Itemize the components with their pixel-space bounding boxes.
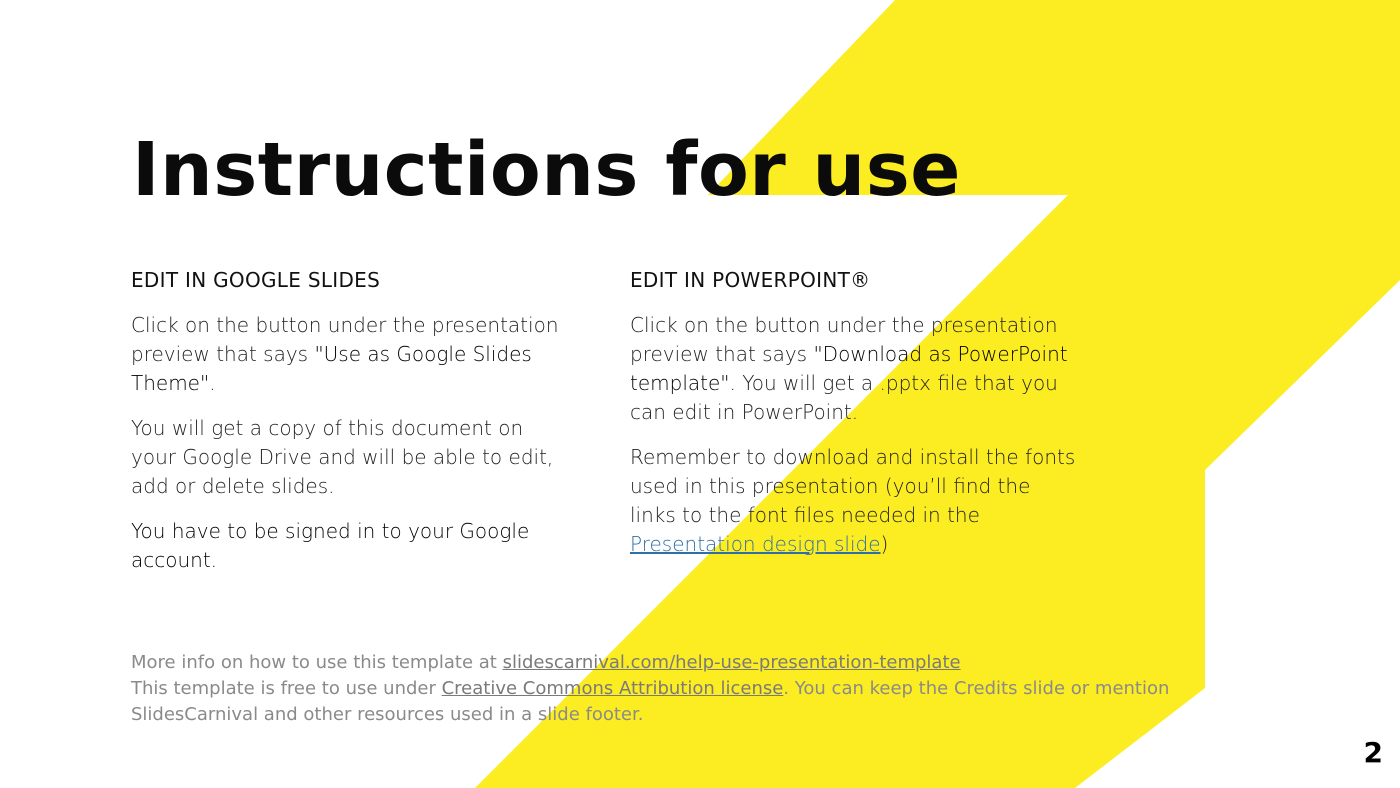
powerpoint-p1-prefix: Click on the button under the presentation preview that says — [630, 313, 1058, 366]
footer-line2-suffix: . You can keep the Credits slide or mention SlidesCarnival and other resources used in a slide footer. — [131, 678, 1170, 725]
google-slides-paragraph-2: You will get a copy of this document on your Google Drive and will be able to edit, add or delete slides. — [131, 416, 554, 498]
powerpoint-p2-prefix: Remember to download and install the fonts used in this presentation (you’ll find the links to the font files needed in the — [630, 445, 1076, 527]
footer-info — [131, 650, 1271, 728]
powerpoint-heading: EDIT IN POWERPOINT® — [630, 268, 871, 292]
google-p1-suffix: . — [209, 371, 216, 395]
powerpoint-p2-suffix: ) — [880, 532, 889, 556]
footer-line1-prefix: More info on how to use this template at — [131, 652, 503, 673]
powerpoint-paragraph-1 — [630, 311, 1080, 427]
page-number: 2 — [1363, 736, 1383, 769]
footer-line-2 — [131, 676, 1271, 728]
license-link[interactable]: Creative Commons Attribution license — [441, 678, 784, 699]
powerpoint-p1-suffix: . You will get a .pptx file that you can edit in PowerPoint. — [630, 371, 1058, 424]
footer-line-1 — [131, 650, 1271, 676]
powerpoint-column — [630, 266, 1080, 575]
google-slides-column — [131, 266, 571, 591]
footer-line2-prefix: This template is free to use under — [131, 678, 442, 699]
powerpoint-paragraph-2 — [630, 443, 1080, 559]
google-slides-paragraph-1 — [131, 311, 571, 398]
help-template-link[interactable]: slidescarnival.com/help-use-presentation-template — [502, 652, 961, 673]
google-slides-paragraph-3: You have to be signed in to your Google account. — [131, 519, 530, 572]
presentation-design-slide-link[interactable]: Presentation design slide — [630, 532, 881, 556]
powerpoint-p1-emphasis: "Download as PowerPoint template" — [630, 342, 1068, 395]
google-p1-prefix: Click on the button under the presentation preview that says — [131, 313, 559, 366]
google-p1-emphasis: "Use as Google Slides Theme" — [131, 342, 532, 395]
page-title: Instructions for use — [132, 127, 961, 213]
google-slides-heading: EDIT IN GOOGLE SLIDES — [131, 268, 381, 292]
